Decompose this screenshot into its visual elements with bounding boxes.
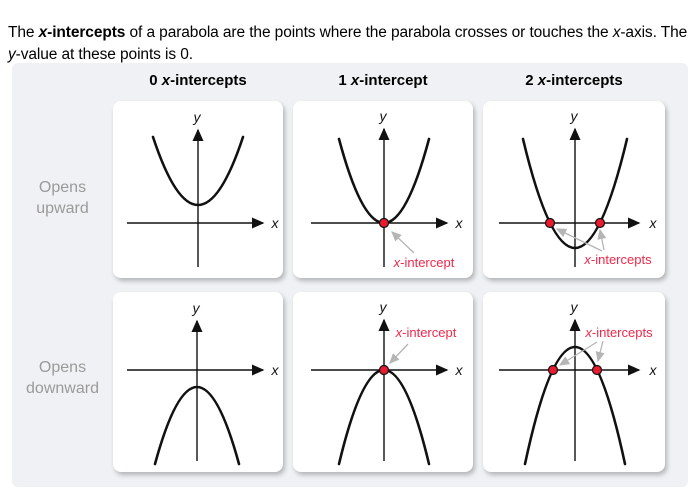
callout-rest: -intercept: [400, 255, 455, 270]
intercept-dot-right: [596, 219, 605, 228]
header-rest: -intercepts: [170, 72, 247, 89]
callout-rest: -intercepts: [590, 252, 652, 267]
x-axis-label: x: [271, 215, 279, 231]
intro-segment: -axis. The: [620, 23, 688, 41]
header-prefix: 0: [149, 72, 162, 89]
callout-arrow: [392, 232, 414, 253]
parabola-graph: [293, 101, 473, 278]
header-x: x: [350, 72, 360, 89]
parabola-graph: [113, 292, 283, 472]
callout-x: x: [393, 255, 401, 270]
x-axis-label: x: [271, 362, 279, 378]
intercept-dot-right: [593, 366, 602, 375]
header-rest: -intercepts: [546, 72, 623, 89]
graph-card-up-1-intercept: [293, 101, 473, 278]
header-prefix: 1: [338, 72, 351, 89]
header-x: x: [161, 72, 171, 89]
intercept-callout-label: [393, 255, 455, 270]
intro-segment: The: [8, 23, 39, 41]
y-axis-label: y: [379, 108, 387, 124]
column-header-0-intercepts: [113, 71, 283, 91]
callout-rest: -intercepts: [591, 325, 653, 340]
intercept-dot: [380, 366, 389, 375]
x-axis-label: x: [649, 362, 657, 378]
intercept-callout-label: [395, 325, 457, 340]
x-axis-label: x: [649, 215, 657, 231]
y-axis-label: y: [570, 299, 578, 315]
intro-segment: -value at these points is 0.: [15, 45, 193, 63]
callout-rest: -intercept: [402, 325, 457, 340]
parabola-graph: [293, 292, 473, 472]
callout-arrow-right: [600, 230, 604, 250]
graph-card-down-2-intercepts: [483, 292, 665, 472]
parabola-graph: [483, 292, 665, 472]
callout-x: x: [395, 325, 403, 340]
intro-segment: y: [8, 45, 16, 63]
callout-x: x: [585, 325, 592, 340]
intercept-callout-label: [584, 325, 653, 340]
header-x: x: [537, 72, 547, 89]
x-axis-label: x: [455, 362, 463, 378]
column-header-2-intercepts: [483, 71, 665, 91]
intro-segment: x: [612, 23, 621, 41]
intro-segment: of a parabola are the points where the parabola crosses or touches the: [125, 23, 613, 41]
graph-card-up-0-intercepts: [113, 101, 283, 278]
graph-card-up-2-intercepts: [483, 101, 665, 278]
intro-segment-x-intercepts-bold: x: [38, 23, 48, 41]
y-axis-label: y: [192, 300, 200, 316]
graph-card-down-1-intercept: [293, 292, 473, 472]
callout-arrow-right: [598, 341, 603, 361]
intercept-dot-left: [549, 366, 558, 375]
column-header-1-intercept: [293, 71, 473, 91]
y-axis-label: y: [570, 108, 578, 124]
row-label-opens-downward: Opens downward: [26, 359, 99, 398]
graph-card-down-0-intercepts: [113, 292, 283, 472]
header-prefix: 2: [525, 72, 538, 89]
parabola-graph: [483, 101, 665, 278]
y-axis-label: y: [379, 299, 387, 315]
intercept-callout-label: [583, 252, 652, 267]
intro-segment: -intercepts: [47, 23, 126, 41]
row-label-opens-upward: Opens upward: [36, 179, 89, 218]
y-axis-label: y: [193, 109, 201, 125]
header-rest: -intercept: [359, 72, 428, 89]
x-axis-label: x: [455, 215, 463, 231]
callout-arrow: [390, 344, 408, 363]
callout-x: x: [584, 252, 591, 267]
parabola-graph: [113, 101, 283, 278]
intro-text: [8, 22, 696, 66]
intercept-dot: [380, 219, 389, 228]
concept-panel: [12, 63, 688, 487]
intercept-dot-left: [546, 219, 555, 228]
